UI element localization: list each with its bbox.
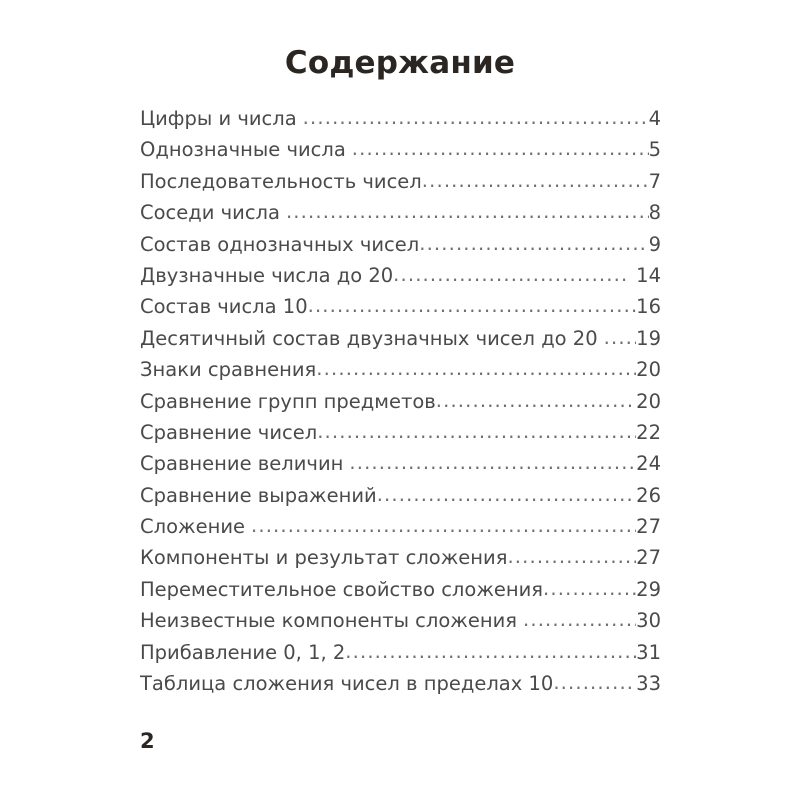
toc-entry-page-number: 4	[648, 107, 661, 130]
toc-entry-title: Последовательность чисел	[140, 169, 422, 193]
toc-dot-leader	[349, 452, 636, 474]
toc-entry-title: Десятичный состав двузначных чисел до 20	[140, 326, 598, 350]
toc-dot-leader	[422, 170, 649, 192]
toc-entry-title: Таблица сложения чисел в пределах 10	[140, 672, 554, 696]
toc-dot-leader	[436, 390, 636, 412]
toc-entry[interactable]	[140, 358, 661, 389]
toc-dot-leader	[303, 107, 649, 129]
toc-entry[interactable]	[140, 609, 661, 640]
toc-entry[interactable]	[140, 515, 661, 546]
toc-entry-page-number: 8	[648, 201, 661, 225]
toc-entry-page-number: 7	[648, 169, 661, 193]
toc-dot-leader	[393, 264, 630, 286]
toc-entry-title: Переместительное свойство сложения	[140, 577, 544, 601]
toc-entry[interactable]	[140, 421, 661, 452]
toc-entry-title: Состав однозначных чисел	[140, 232, 420, 256]
toc-entry[interactable]	[140, 138, 661, 169]
toc-entry-title: Знаки сравнения	[140, 358, 317, 382]
toc-entry-title: Сложение	[140, 515, 245, 539]
toc-entry[interactable]	[140, 170, 661, 201]
toc-dot-leader	[377, 484, 636, 506]
toc-entry-title: Однозначные числа	[140, 138, 346, 162]
toc-dot-leader	[553, 672, 636, 694]
toc-entry[interactable]	[140, 452, 661, 483]
toc-entry-page-number: 14	[636, 263, 661, 287]
toc-entry-title: Сравнение чисел	[140, 420, 318, 444]
toc-dot-leader	[507, 546, 636, 568]
toc-entry[interactable]	[140, 546, 661, 577]
toc-entry-page-number: 27	[636, 515, 661, 539]
toc-dot-leader	[604, 327, 637, 349]
toc-dot-leader	[286, 201, 649, 223]
toc-dot-leader	[419, 233, 648, 255]
toc-dot-leader	[316, 358, 636, 380]
toc-entry[interactable]	[140, 390, 661, 421]
toc-entry[interactable]	[140, 264, 661, 295]
toc-entry[interactable]	[140, 233, 661, 264]
toc-entry-page-number: 33	[636, 672, 661, 696]
toc-entry-page-number: 30	[636, 609, 661, 633]
toc-entry-title: Двузначные числа до 20	[140, 263, 394, 287]
toc-entry[interactable]	[140, 107, 661, 138]
toc-dot-leader	[308, 295, 637, 317]
toc-entry[interactable]	[140, 672, 661, 703]
toc-entry-page-number: 27	[636, 546, 661, 570]
toc-entry-page-number: 9	[648, 232, 661, 256]
toc-entry-page-number: 19	[636, 326, 661, 350]
table-of-contents-list	[140, 107, 661, 703]
toc-dot-leader	[251, 515, 636, 537]
toc-dot-leader	[352, 138, 649, 160]
toc-entry-title: Соседи числа	[140, 201, 280, 225]
page-title: Содержание	[284, 45, 516, 81]
toc-entry[interactable]	[140, 578, 661, 609]
toc-entry[interactable]	[140, 641, 661, 672]
page-number-folio: 2	[140, 729, 155, 753]
toc-entry[interactable]	[140, 327, 661, 358]
toc-entry-page-number: 20	[636, 389, 661, 413]
toc-dot-leader	[523, 609, 636, 631]
toc-entry[interactable]	[140, 295, 661, 326]
toc-entry-page-number: 24	[636, 452, 661, 476]
toc-entry[interactable]	[140, 484, 661, 515]
toc-entry[interactable]	[140, 201, 661, 232]
toc-entry-page-number: 22	[636, 420, 661, 444]
toc-entry-title: Состав числа 10	[140, 295, 308, 319]
toc-entry-page-number: 20	[636, 358, 661, 382]
toc-entry-title: Сравнение величин	[140, 452, 344, 476]
toc-entry-page-number: 26	[636, 483, 661, 507]
toc-dot-leader	[543, 578, 636, 600]
toc-entry-title: Неизвестные компоненты сложения	[140, 609, 517, 633]
toc-entry-page-number: 5	[648, 138, 661, 162]
toc-entry-page-number: 29	[636, 577, 661, 601]
toc-entry-title: Сравнение выражений	[140, 483, 377, 507]
toc-entry-page-number: 31	[636, 640, 661, 664]
toc-dot-leader	[345, 641, 636, 663]
toc-dot-leader	[317, 421, 636, 443]
toc-entry-title: Сравнение групп предметов	[140, 389, 436, 413]
toc-entry-title: Цифры и числа	[140, 107, 297, 130]
toc-entry-title: Компоненты и результат сложения	[140, 546, 508, 570]
toc-entry-title: Прибавление 0, 1, 2	[140, 640, 346, 664]
toc-entry-page-number: 16	[636, 295, 661, 319]
